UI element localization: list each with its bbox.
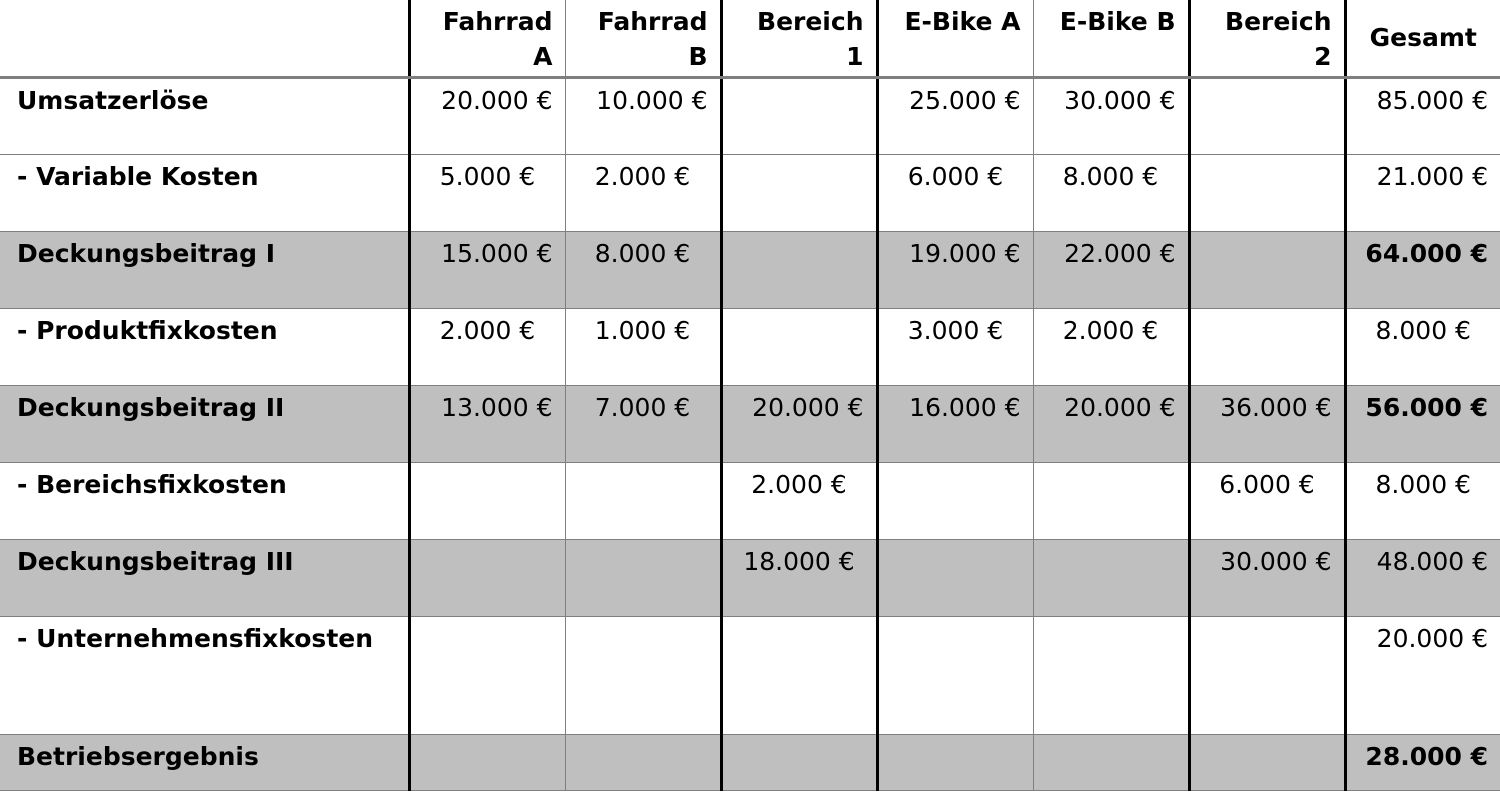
- cell-value: [721, 734, 877, 790]
- cell-value: [1189, 231, 1345, 308]
- cell-value: 2.000 €: [1033, 308, 1189, 385]
- cell-value: 8.000 €: [565, 231, 721, 308]
- cell-value: 30.000 €: [1033, 77, 1189, 154]
- cell-value: 25.000 €: [877, 77, 1033, 154]
- cell-value: [1189, 154, 1345, 231]
- cell-value: 2.000 €: [565, 154, 721, 231]
- cell-value: [1033, 734, 1189, 790]
- table-row: [0, 539, 1500, 616]
- cell-value: 20.000 €: [409, 77, 565, 154]
- cell-value: 2.000 €: [409, 308, 565, 385]
- cell-value: [877, 734, 1033, 790]
- header-cell-ebike-a: E-Bike A: [877, 0, 1033, 77]
- cell-value: [1033, 462, 1189, 539]
- table-row: [0, 616, 1500, 734]
- header-cell-gesamt: Gesamt: [1345, 0, 1500, 77]
- cell-value: [721, 616, 877, 734]
- cell-value: 20.000 €: [721, 385, 877, 462]
- cell-value: [1189, 734, 1345, 790]
- row-label: Deckungsbeitrag III: [0, 539, 409, 616]
- header-cell-bereich-1: Bereich 1: [721, 0, 877, 77]
- row-label: Deckungsbeitrag II: [0, 385, 409, 462]
- header-cell-fahrrad-b: Fahrrad B: [565, 0, 721, 77]
- cell-value: 19.000 €: [877, 231, 1033, 308]
- cell-value: 2.000 €: [721, 462, 877, 539]
- row-label: - Unternehmensfixkosten: [0, 616, 409, 734]
- cell-value: 3.000 €: [877, 308, 1033, 385]
- cell-value: 30.000 €: [1189, 539, 1345, 616]
- cell-value: 15.000 €: [409, 231, 565, 308]
- row-label: - Variable Kosten: [0, 154, 409, 231]
- table-row: [0, 308, 1500, 385]
- cell-value: [721, 77, 877, 154]
- cell-value: 16.000 €: [877, 385, 1033, 462]
- row-label: - Bereichsfixkosten: [0, 462, 409, 539]
- cell-total: 21.000 €: [1345, 154, 1500, 231]
- cell-total: 20.000 €: [1345, 616, 1500, 734]
- cell-value: [1189, 616, 1345, 734]
- table-row: [0, 734, 1500, 790]
- cell-total: 8.000 €: [1345, 308, 1500, 385]
- cell-value: 13.000 €: [409, 385, 565, 462]
- cell-value: [721, 308, 877, 385]
- header-cell-ebike-b: E-Bike B: [1033, 0, 1189, 77]
- table-row: [0, 385, 1500, 462]
- cell-value: [877, 539, 1033, 616]
- cell-value: [409, 616, 565, 734]
- cell-value: [565, 539, 721, 616]
- cell-value: [877, 616, 1033, 734]
- cell-value: [409, 462, 565, 539]
- table-row: [0, 154, 1500, 231]
- cell-value: 18.000 €: [721, 539, 877, 616]
- cell-value: [877, 462, 1033, 539]
- cell-value: [565, 462, 721, 539]
- table-row: [0, 231, 1500, 308]
- cell-value: 6.000 €: [1189, 462, 1345, 539]
- cell-value: 6.000 €: [877, 154, 1033, 231]
- cell-value: 20.000 €: [1033, 385, 1189, 462]
- cell-value: [721, 231, 877, 308]
- cell-value: [1033, 539, 1189, 616]
- table-row: [0, 77, 1500, 154]
- cell-value: [1189, 77, 1345, 154]
- cell-total: 85.000 €: [1345, 77, 1500, 154]
- cell-value: [1189, 308, 1345, 385]
- table-row: [0, 462, 1500, 539]
- cell-total: 28.000 €: [1345, 734, 1500, 790]
- cell-value: 7.000 €: [565, 385, 721, 462]
- cell-total: 48.000 €: [1345, 539, 1500, 616]
- row-label: Betriebsergebnis: [0, 734, 409, 790]
- header-cell-fahrrad-a: Fahrrad A: [409, 0, 565, 77]
- cell-value: [721, 154, 877, 231]
- cell-value: 10.000 €: [565, 77, 721, 154]
- cell-value: [409, 734, 565, 790]
- cell-value: [565, 616, 721, 734]
- row-label: - Produktfixkosten: [0, 308, 409, 385]
- cell-value: [1033, 616, 1189, 734]
- cell-value: [565, 734, 721, 790]
- cell-value: 1.000 €: [565, 308, 721, 385]
- cell-total: 56.000 €: [1345, 385, 1500, 462]
- cell-value: [409, 539, 565, 616]
- cell-total: 64.000 €: [1345, 231, 1500, 308]
- row-label: Deckungsbeitrag I: [0, 231, 409, 308]
- header-row: [0, 0, 1500, 77]
- cell-total: 8.000 €: [1345, 462, 1500, 539]
- cell-value: 22.000 €: [1033, 231, 1189, 308]
- header-cell-bereich-2: Bereich 2: [1189, 0, 1345, 77]
- cell-value: 36.000 €: [1189, 385, 1345, 462]
- cell-value: 8.000 €: [1033, 154, 1189, 231]
- header-cell-empty: [0, 0, 409, 77]
- row-label: Umsatzerlöse: [0, 77, 409, 154]
- cell-value: 5.000 €: [409, 154, 565, 231]
